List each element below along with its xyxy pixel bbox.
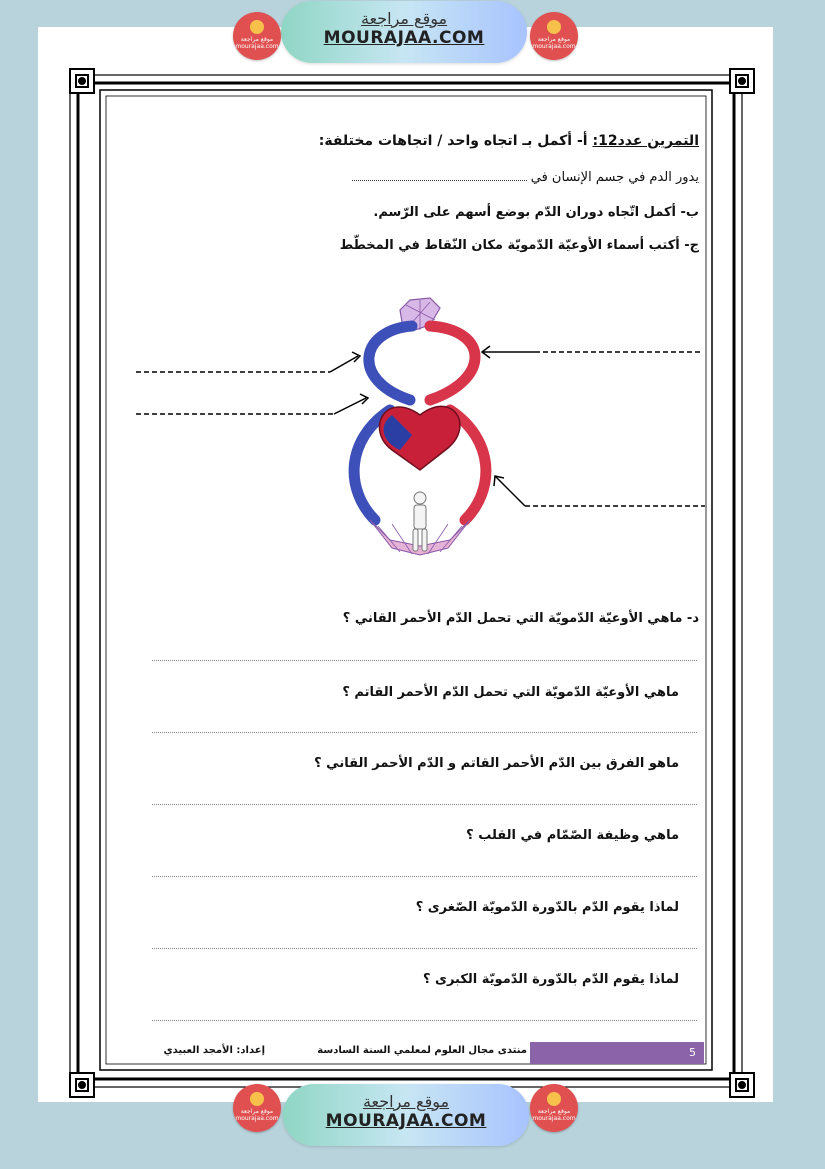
footer-author: إعداد: الأمجد العبيدي: [163, 1045, 265, 1056]
site-logo-icon: موقع مراجعة mourajaa.com: [233, 12, 281, 60]
banner-latin: MOURAJAA.COM: [325, 1111, 487, 1131]
site-banner-top[interactable]: [281, 1, 527, 63]
exercise-heading: [319, 133, 699, 149]
site-banner-bottom[interactable]: [283, 1084, 529, 1146]
frame-corner-bl: [70, 1073, 94, 1097]
footer-forum: منتدى مجال العلوم لمعلمي السنة السادسة: [317, 1045, 527, 1056]
site-logo-icon: موقع مراجعة mourajaa.com: [233, 1084, 281, 1132]
answer-line-4[interactable]: [152, 876, 697, 877]
answer-line-5[interactable]: [152, 948, 697, 949]
pulmonary-loop: [369, 326, 475, 400]
sentence-text: يدور الدم في جسم الإنسان في: [530, 170, 699, 185]
exercise-part-b: ب- أكمل اتّجاه دوران الدّم بوضع أسهم على الرّسم.: [373, 205, 699, 220]
banner-latin: MOURAJAA.COM: [323, 28, 485, 48]
site-logo-icon: موقع مراجعة mourajaa.com: [530, 12, 578, 60]
frame-corner-br: [730, 1073, 754, 1097]
page-number: 5: [530, 1042, 704, 1064]
exercise-part-a: أ- أكمل بـ اتجاه واحد / اتجاهات مختلفة:: [318, 133, 588, 149]
question-2: ماهي الأوعيّة الدّمويّة التي تحمل الدّم الأحمر القاتم ؟: [342, 685, 679, 700]
exercise-part-c: ج- أكتب أسماء الأوعيّة الدّمويّة مكان النّقاط في المخطّط: [339, 238, 699, 253]
fill-in-sentence: [352, 170, 699, 185]
answer-line-2[interactable]: [152, 732, 697, 733]
question-3: ماهو الفرق بين الدّم الأحمر القاتم و الدّم الأحمر القاني ؟: [314, 756, 679, 771]
site-logo-icon: موقع مراجعة mourajaa.com: [530, 1084, 578, 1132]
answer-line-1[interactable]: [152, 660, 697, 661]
exercise-label: التمرين عدد12:: [592, 133, 699, 149]
frame-corner-tr: [730, 69, 754, 93]
answer-line-3[interactable]: [152, 804, 697, 805]
banner-arabic: موقع مراجعة: [362, 1092, 450, 1111]
question-4: ماهي وظيفة الصّمّام في القلب ؟: [466, 828, 679, 843]
heart: [379, 406, 459, 470]
question-5: لماذا يقوم الدّم بالدّورة الدّمويّة الصّغرى ؟: [415, 900, 679, 915]
answer-line-6[interactable]: [152, 1020, 697, 1021]
banner-arabic: موقع مراجعة: [360, 9, 448, 28]
answer-blank[interactable]: [352, 180, 527, 181]
question-6: لماذا يقوم الدّم بالدّورة الدّمويّة الكبرى ؟: [422, 972, 679, 987]
circulation-diagram: [130, 290, 710, 580]
human-figure-icon: [413, 492, 427, 551]
question-1: د- ماهي الأوعيّة الدّمويّة التي تحمل الدّم الأحمر القاني ؟: [342, 611, 699, 626]
frame-corner-tl: [70, 69, 94, 93]
